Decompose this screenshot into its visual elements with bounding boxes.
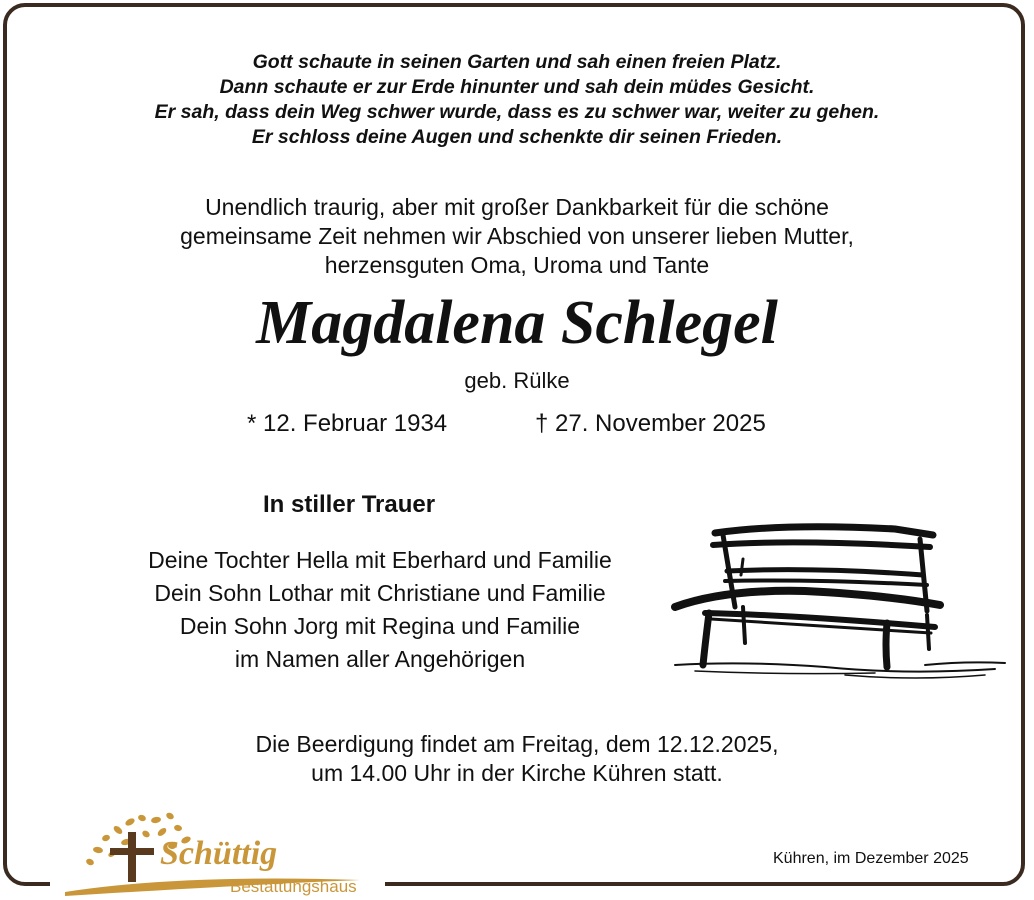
- poem-line: Er sah, dass dein Weg schwer wurde, dass es zu schwer war, weiter zu gehen.: [154, 101, 880, 123]
- maiden-name: geb. Rülke: [464, 368, 570, 393]
- tree-cross-logo-icon: [60, 808, 390, 900]
- intro-line: gemeinsame Zeit nehmen wir Abschied von unserer lieben Mutter,: [180, 223, 854, 249]
- mourner-line: Deine Tochter Hella mit Eberhard und Familie: [148, 547, 612, 573]
- funeral-line: Die Beerdigung findet am Freitag, dem 12.12.2025,: [255, 731, 779, 757]
- logo-subtitle: Bestattungshaus: [230, 877, 357, 896]
- mourner-line: Dein Sohn Jorg mit Regina und Familie: [179, 613, 581, 639]
- mourner-line: Dein Sohn Lothar mit Christiane und Familie: [154, 580, 606, 606]
- place-date: Kühren, im Dezember 2025: [773, 850, 969, 867]
- bench-icon: [665, 515, 1010, 690]
- poem-line: Dann schaute er zur Erde hinunter und sah dein müdes Gesicht.: [219, 76, 815, 98]
- logo-name: Schüttig: [160, 835, 278, 872]
- death-date: † 27. November 2025: [535, 410, 766, 437]
- intro-text: [0, 193, 1034, 280]
- funeral-line: um 14.00 Uhr in der Kirche Kühren statt.: [311, 760, 723, 786]
- mourners-heading: In stiller Trauer: [263, 491, 436, 518]
- poem-line: Gott schaute in seinen Garten und sah einen freien Platz.: [252, 51, 782, 73]
- birth-date: * 12. Februar 1934: [247, 410, 448, 437]
- mourner-line: im Namen aller Angehörigen: [234, 646, 526, 672]
- intro-line: herzensguten Oma, Uroma und Tante: [324, 252, 710, 278]
- poem-line: Er schloss deine Augen und schenkte dir seinen Frieden.: [251, 126, 783, 148]
- mourners-list: [60, 544, 700, 676]
- poem: [0, 50, 1034, 150]
- intro-line: Unendlich traurig, aber mit großer Dankbarkeit für die schöne: [205, 194, 829, 220]
- funeral-info: [0, 730, 1034, 788]
- deceased-name: Magdalena Schlegel: [256, 289, 778, 357]
